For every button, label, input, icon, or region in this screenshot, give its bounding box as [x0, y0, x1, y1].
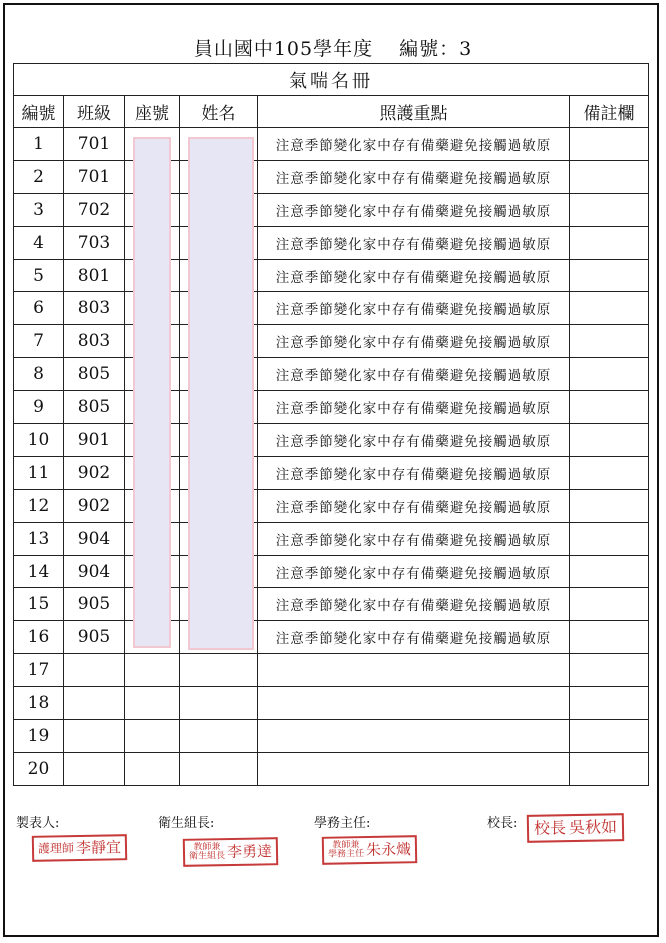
seat-cell [125, 687, 180, 720]
row-number-cell: 18 [14, 687, 64, 720]
name-cell [180, 752, 258, 785]
care-focus-cell: 注意季節變化家中存有備藥避免接觸過敏原 [258, 128, 570, 161]
row-number-cell: 5 [14, 259, 64, 292]
row-number-cell: 16 [14, 621, 64, 654]
table-row [14, 654, 649, 687]
care-focus-cell: 注意季節變化家中存有備藥避免接觸過敏原 [258, 193, 570, 226]
asthma-roster-table [13, 63, 649, 786]
header-name: 姓名 [180, 96, 258, 128]
health-leader-stamp-name: 李勇達 [226, 841, 273, 861]
row-number-cell: 10 [14, 424, 64, 457]
class-cell: 803 [64, 325, 125, 358]
name-redaction [188, 137, 254, 650]
table-row [14, 456, 649, 489]
class-cell [64, 752, 125, 785]
header-care-focus: 照護重點 [258, 96, 570, 128]
row-number-cell: 6 [14, 292, 64, 325]
care-focus-cell: 注意季節變化家中存有備藥避免接觸過敏原 [258, 160, 570, 193]
health-leader-stamp-title-1: 教師兼 [193, 841, 221, 853]
seat-cell [125, 720, 180, 753]
principal-stamp-title: 校長 [533, 818, 567, 838]
table-row [14, 687, 649, 720]
class-cell [64, 654, 125, 687]
class-cell: 805 [64, 391, 125, 424]
table-row [14, 720, 649, 753]
class-cell: 904 [64, 522, 125, 555]
row-number-cell: 20 [14, 752, 64, 785]
student-affairs-stamp-title-2: 學務主任 [327, 849, 365, 860]
class-cell: 701 [64, 128, 125, 161]
remarks-cell [570, 621, 649, 654]
school-year-title: 員山國中105學年度 [193, 38, 374, 60]
care-focus-cell: 注意季節變化家中存有備藥避免接觸過敏原 [258, 259, 570, 292]
seat-cell [125, 654, 180, 687]
principal-stamp-name: 吳秋如 [568, 817, 618, 838]
table-row [14, 588, 649, 621]
class-cell: 703 [64, 226, 125, 259]
remarks-cell [570, 226, 649, 259]
remarks-cell [570, 555, 649, 588]
table-row [14, 226, 649, 259]
remarks-cell [570, 489, 649, 522]
health-leader-stamp-title-2: 衛生組長 [188, 851, 226, 862]
header-remarks: 備註欄 [570, 96, 649, 128]
remarks-cell [570, 193, 649, 226]
row-number-cell: 15 [14, 588, 64, 621]
class-cell: 902 [64, 456, 125, 489]
care-focus-cell: 注意季節變化家中存有備藥避免接觸過敏原 [258, 456, 570, 489]
document-title [0, 34, 666, 61]
student-affairs-stamp-title-1: 教師兼 [332, 839, 360, 851]
care-focus-cell [258, 687, 570, 720]
remarks-cell [570, 325, 649, 358]
row-number-cell: 9 [14, 391, 64, 424]
remarks-cell [570, 259, 649, 292]
class-cell: 701 [64, 160, 125, 193]
table-row [14, 424, 649, 457]
table-row [14, 358, 649, 391]
seat-redaction [133, 137, 171, 648]
table-row [14, 292, 649, 325]
document-number: 編號：3 [399, 38, 473, 60]
health-leader-stamp [183, 837, 278, 867]
table-row [14, 160, 649, 193]
table-row [14, 391, 649, 424]
principal-stamp [527, 813, 624, 843]
remarks-cell [570, 128, 649, 161]
preparer-stamp-name: 李靜宜 [75, 837, 122, 857]
header-number: 編號 [14, 96, 64, 128]
student-affairs-label: 學務主任: [314, 816, 371, 831]
student-affairs-stamp [322, 835, 417, 865]
table-row [14, 193, 649, 226]
row-number-cell: 17 [14, 654, 64, 687]
row-number-cell: 14 [14, 555, 64, 588]
class-cell: 702 [64, 193, 125, 226]
name-cell [180, 720, 258, 753]
remarks-cell [570, 358, 649, 391]
row-number-cell: 19 [14, 720, 64, 753]
class-cell: 904 [64, 555, 125, 588]
name-cell [180, 687, 258, 720]
student-affairs-stamp-title [328, 841, 364, 861]
class-cell: 902 [64, 489, 125, 522]
class-cell: 803 [64, 292, 125, 325]
care-focus-cell: 注意季節變化家中存有備藥避免接觸過敏原 [258, 621, 570, 654]
remarks-cell [570, 424, 649, 457]
table-row [14, 555, 649, 588]
care-focus-cell: 注意季節變化家中存有備藥避免接觸過敏原 [258, 391, 570, 424]
class-cell: 905 [64, 588, 125, 621]
class-cell: 901 [64, 424, 125, 457]
remarks-cell [570, 456, 649, 489]
remarks-cell [570, 752, 649, 785]
remarks-cell [570, 160, 649, 193]
table-row [14, 489, 649, 522]
row-number-cell: 8 [14, 358, 64, 391]
table-row [14, 128, 649, 161]
remarks-cell [570, 391, 649, 424]
care-focus-cell [258, 654, 570, 687]
care-focus-cell: 注意季節變化家中存有備藥避免接觸過敏原 [258, 424, 570, 457]
table-row [14, 522, 649, 555]
row-number-cell: 12 [14, 489, 64, 522]
care-focus-cell: 注意季節變化家中存有備藥避免接觸過敏原 [258, 358, 570, 391]
care-focus-cell: 注意季節變化家中存有備藥避免接觸過敏原 [258, 522, 570, 555]
principal-label: 校長: [487, 816, 518, 831]
care-focus-cell: 注意季節變化家中存有備藥避免接觸過敏原 [258, 489, 570, 522]
name-cell [180, 654, 258, 687]
seat-cell [125, 752, 180, 785]
table-row [14, 259, 649, 292]
remarks-cell [570, 654, 649, 687]
remarks-cell [570, 588, 649, 621]
student-affairs-stamp-name: 朱永熾 [365, 839, 412, 859]
preparer-stamp [32, 834, 127, 862]
care-focus-cell: 注意季節變化家中存有備藥避免接觸過敏原 [258, 292, 570, 325]
remarks-cell [570, 522, 649, 555]
health-leader-label: 衛生組長: [158, 816, 215, 831]
row-number-cell: 11 [14, 456, 64, 489]
care-focus-cell [258, 752, 570, 785]
row-number-cell: 13 [14, 522, 64, 555]
row-number-cell: 1 [14, 128, 64, 161]
care-focus-cell: 注意季節變化家中存有備藥避免接觸過敏原 [258, 555, 570, 588]
row-number-cell: 7 [14, 325, 64, 358]
care-focus-cell: 注意季節變化家中存有備藥避免接觸過敏原 [258, 325, 570, 358]
remarks-cell [570, 720, 649, 753]
remarks-cell [570, 292, 649, 325]
class-cell: 905 [64, 621, 125, 654]
class-cell [64, 687, 125, 720]
row-number-cell: 4 [14, 226, 64, 259]
table-row [14, 621, 649, 654]
class-cell: 805 [64, 358, 125, 391]
remarks-cell [570, 687, 649, 720]
health-leader-stamp-title [189, 843, 225, 863]
sheet-title: 氣喘名冊 [14, 64, 649, 96]
class-cell [64, 720, 125, 753]
table-row [14, 752, 649, 785]
table-row [14, 325, 649, 358]
row-number-cell: 3 [14, 193, 64, 226]
care-focus-cell [258, 720, 570, 753]
care-focus-cell: 注意季節變化家中存有備藥避免接觸過敏原 [258, 588, 570, 621]
class-cell: 801 [64, 259, 125, 292]
preparer-stamp-title: 護理師 [37, 840, 75, 856]
preparer-label: 製表人: [16, 816, 60, 831]
header-class: 班級 [64, 96, 125, 128]
care-focus-cell: 注意季節變化家中存有備藥避免接觸過敏原 [258, 226, 570, 259]
row-number-cell: 2 [14, 160, 64, 193]
header-seat: 座號 [125, 96, 180, 128]
